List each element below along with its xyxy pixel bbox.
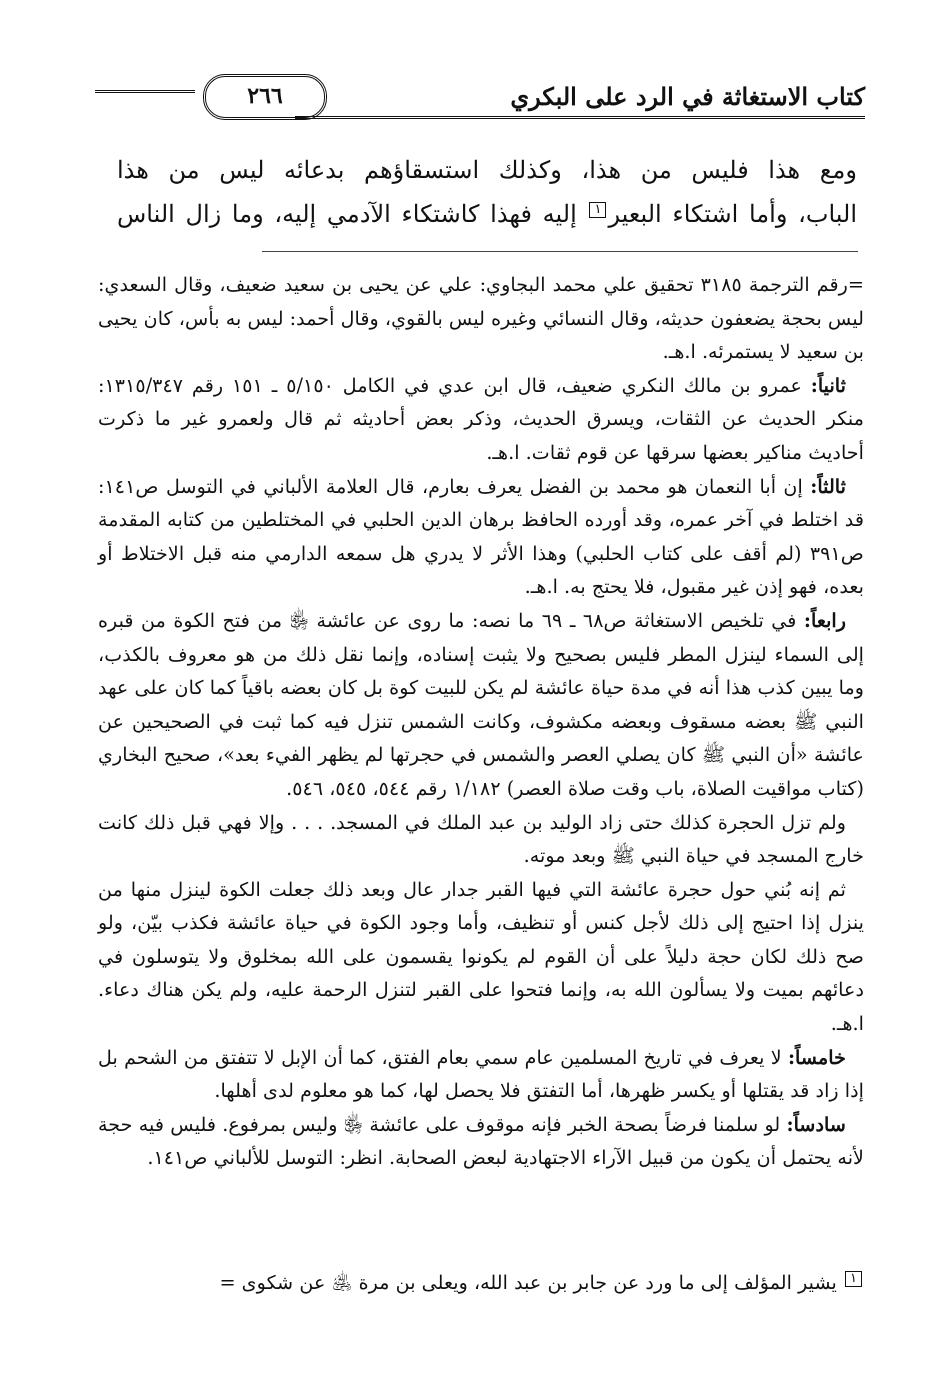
footnote-marker: ١: [589, 202, 606, 218]
main-text: [117, 148, 857, 236]
footnotes: [98, 268, 864, 1175]
third-text: إن أبا النعمان هو محمد بن الفضل يعرف بعارم، قال العلامة الألباني في التوسل ص١٤١: قد اختلط في آخر عمره، وقد أورده الحافظ برهان الدين الحلبي في المختلطين من كتابه المقدمة ص٣٩١ (لم أقف على كتاب الحلبي) وهذا الأثر لا يدري هل سمعه الدارمي منه قبل الاختلاط أو بعده، فهو إذن غير مقبول، فلا يحتج به. ا.هـ.: [98, 474, 864, 599]
note-third: [98, 470, 864, 604]
second-heading: ثانياً:: [810, 373, 846, 397]
main-line-2-start: الباب، وأما اشتكاء البعير: [608, 200, 857, 228]
main-line-2: [117, 192, 857, 236]
footnote-continuation: =رقم الترجمة ٣١٨٥ تحقيق علي محمد البجاوي: علي عن يحيى بن سعيد ضعيف، وقال السعدي: ليس بحجة يضعفون حديثه، وقال النسائي وغيره ليس بالقوي، وقال أحمد: ليس به بأس، كان يحيى بن سعيد لا يستمرئه. ا.هـ.: [98, 273, 864, 364]
header-rule: [295, 116, 865, 119]
fifth-heading: خامساً:: [787, 1045, 846, 1069]
footnote-separator: [262, 251, 858, 252]
note-second: [98, 369, 864, 470]
note-paragraph-b: ثم إنه بُني حول حجرة عائشة التي فيها القبر جدار عال وبعد ذلك جعلت الكوة لينزل منها من ينزل إذا احتيج إلى ذلك لأجل كنس أو تنظيف، وأما وجود الكوة في حياة عائشة فكذب بيّن، ولو صح ذلك لكان حجة دليلاً على أن القوم لم يكونوا يقسمون على الله بمخلوق ولا يتوسلون في دعائهم بميت ولا يسألون الله به، وإنما فتحوا على القبر لتنزل الرحمة عليه، ولم يكن هناك دعاء. ا.هـ.: [98, 877, 864, 1036]
footnote-1: [98, 1268, 864, 1298]
page-number-badge: ٢٦٦: [203, 74, 327, 120]
header-rule-left: [95, 90, 195, 93]
note-fifth: [98, 1041, 864, 1108]
fourth-heading: رابعاً:: [803, 608, 847, 632]
note-paragraph-a: ولم تزل الحجرة كذلك حتى زاد الوليد بن عبد الملك في المسجد. . . . وإلا فهي قبل ذلك كانت خارج المسجد في حياة النبي ﷺ وبعد موته.: [98, 810, 864, 868]
footnote-1-marker: ١: [845, 1271, 862, 1287]
footnote-1-text: يشير المؤلف إلى ما ورد عن جابر بن عبد الله، ويعلى بن مرة ﵁ عن شكوى =: [219, 1271, 837, 1294]
sixth-heading: سادساً:: [786, 1112, 846, 1136]
main-line-1: ومع هذا فليس من هذا، وكذلك استسقاؤهم بدعائه ليس من هذا: [117, 156, 857, 184]
third-heading: ثالثاً:: [810, 474, 846, 498]
note-sixth: [98, 1108, 864, 1175]
sixth-text: لو سلمنا فرضاً بصحة الخبر فإنه موقوف على عائشة ﵂ وليس بمرفوع. فليس فيه حجة لأنه يحتمل أن يكون من قبيل الآراء الاجتهادية لبعض الصحابة. انظر: التوسل للألباني ص١٤١.: [98, 1112, 864, 1170]
fourth-text: في تلخيص الاستغاثة ص٦٨ ـ ٦٩ ما نصه: ما روى عن عائشة ﵂ من فتح الكوة من قبره إلى السماء لينزل المطر فليس بصحيح ولا يثبت إسناده، وإنما نقل ذلك من هو معروف بالكذب، وما يبين كذب هذا أنه في مدة حياة عائشة لم يكن للبيت كوة بل كان بعضه باقياً كما كان على عهد النبي ﷺ بعضه مسقوف وبعضه مكشوف، وكانت الشمس تنزل فيه كما ثبت في الصحيحين عن عائشة «أن النبي ﷺ كان يصلي العصر والشمس في حجرتها لم يظهر الفيء بعد»، صحيح البخاري (كتاب مواقيت الصلاة، باب وقت صلاة العصر) ١/١٨٢ رقم ٥٤٤، ٥٤٥، ٥٤٦.: [98, 608, 864, 800]
book-title: كتاب الاستغاثة في الرد على البكري: [510, 82, 865, 111]
main-line-2-end: إليه فهذا كاشتكاء الآدمي إليه، وما زال الناس: [117, 200, 577, 228]
note-fourth: [98, 604, 864, 806]
fifth-text: لا يعرف في تاريخ المسلمين عام سمي بعام الفتق، كما أن الإبل لا تتفتق من الشحم بل إذا زاد قد يقتلها أو يكسر ظهرها، أما التفتق فلا يحصل لها، كما هو معلوم لدى أهلها.: [98, 1045, 864, 1103]
second-text: عمرو بن مالك النكري ضعيف، قال ابن عدي في الكامل ٥/١٥٠ ـ ١٥١ رقم ١٣١٥/٣٤٧: منكر الحديث عن الثقات، ويسرق الحديث، وذكر بعض أحاديثه ثم قال ولعمرو غير ما ذكرت أحاديث مناكير بعضها سرقها عن قوم ثقات. ا.هـ.: [98, 373, 864, 464]
page-header: [95, 72, 865, 128]
